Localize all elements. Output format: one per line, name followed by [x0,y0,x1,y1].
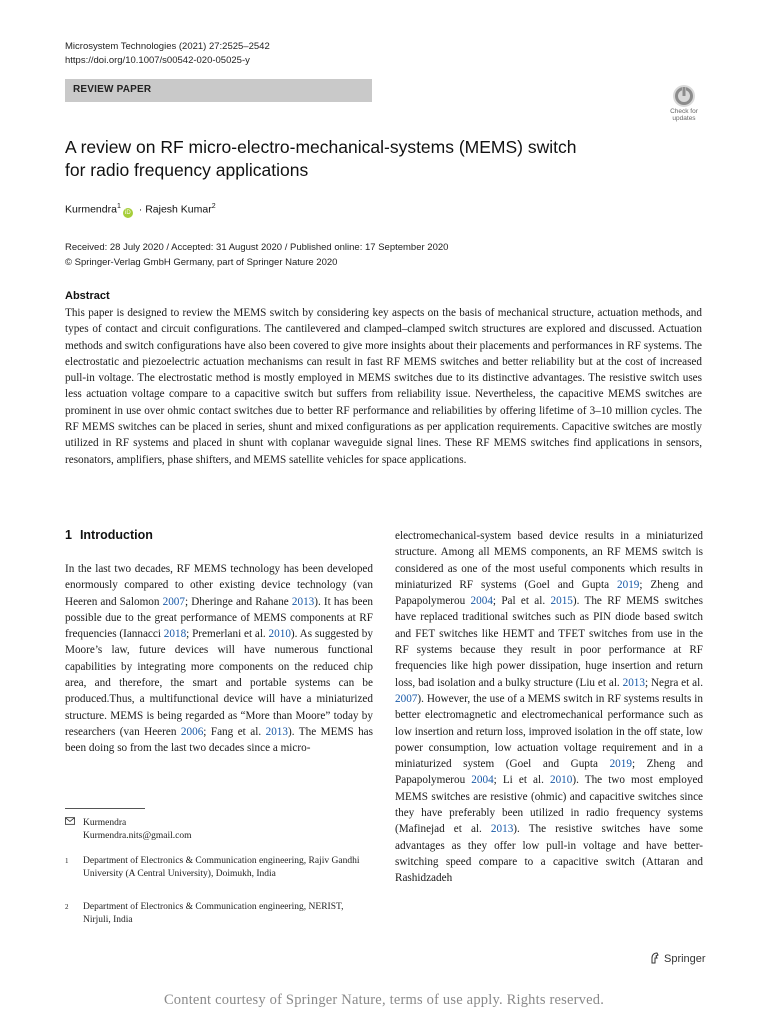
article-type-banner [65,79,372,102]
author-2-name[interactable]: Rajesh Kumar [145,203,212,216]
corresponding-name: Kurmendra [83,818,127,828]
body-text-segment: ). As suggested by Moore’s law, future devices will have numerous functional capabilities by integrating more components on the reduced chip area, and therefore, the smart and portable systems can be produced.Thus, a multifunctional device will have a miniaturized structure. MEMS is being regarded as “More than Moore” today by researchers (van Heeren [65,628,373,738]
abstract-text: This paper is designed to review the MEMS switch by considering key aspects on the basis of mechanical structure, actuation methods, and types of contact and circuit configurations. The cantilevered and clamped–clamped switch structures are explored and discussed. Actuation methods and switch configurations have also been covered to give more insights about their placements and performances in RF systems. The electrostatic and piezoelectric actuation mechanisms can result in fast RF MEMS switches and better reliability but at the cost of increased pull-in voltage. The electrostatic method is mostly employed in MEMS switches due to its distinctive advantages. The resistive switch uses less actuation voltage compare to a capacitive switch but suffers from reliability issue. Nevertheless, the capacitive MEMS switches are prominent in use over ohmic contact switches due to better RF performance and reliabilities by offering lifetime of 3–10 million cycles. The RF MEMS switches can be placed in series, shunt and mixed configurations as per application requirements. Capacitive switches are mostly utilized in RF systems and placed in shunt with coplanar waveguide signal lines. These RF MEMS switches find applications in sensors, resonators, amplifiers, phase shifters, and MEMS satellite vehicles for space applications. [65,307,702,466]
copyright-line: © Springer-Verlag GmbH Germany, part of Springer Nature 2020 [65,257,338,268]
check-for-updates-badge[interactable] [664,84,704,126]
title-line-1: A review on RF micro-electro-mechanical-systems (MEMS) switch [65,137,577,157]
author-2-affil: 2 [211,203,216,210]
journal-citation [65,40,270,68]
doi-link[interactable]: https://doi.org/10.1007/s00542-020-05025-y [65,55,250,66]
author-1-affil: 1 [116,203,121,210]
author-1-name[interactable]: Kurmendra [65,203,117,216]
body-text-segment: ; Zheng and Papapolymerou [395,758,703,787]
citation-year-link[interactable]: 2007 [162,595,185,608]
body-text-segment: ; Premerlani et al. [186,628,269,641]
corresponding-email[interactable]: Kurmendra.nits@gmail.com [83,831,192,841]
springer-logo [649,952,706,965]
article-type-label: REVIEW PAPER [73,84,152,95]
author-list [65,203,216,218]
body-text-segment: ). It has been possible due to the great performance of MEMS components at RF frequencies (Iannacci [65,595,374,641]
paper-title [65,136,665,182]
body-text-segment: ; Li et al. [493,774,550,787]
abstract-heading: Abstract [65,290,110,302]
body-column-left [65,561,373,757]
citation-year-link[interactable]: 2013 [265,725,288,738]
body-text-segment: ). However, the use of a MEMS switch in RF systems results in better electromagnetic and electromechanical performance such as low insertion and return loss, improved isolation in the off state, low power consumption, low actuation voltage requirement and in a miniaturized system (Goel and Gupta [395,692,703,771]
orcid-icon[interactable]: iD [123,208,133,218]
envelope-icon [65,817,75,825]
affiliation-1-text: Department of Electronics & Communication engineering, Rajiv Gandhi University (A Central University), Doimukh, India [83,856,360,879]
corresponding-author [65,817,126,830]
body-column-right [395,528,703,887]
courtesy-notice: Content courtesy of Springer Nature, terms of use apply. Rights reserved. [163,992,605,1008]
body-text-segment: ; Dheringe and Rahane [184,595,292,608]
citation-year-link[interactable]: 2019 [617,578,640,591]
body-text-segment: electromechanical-system based device results in a miniaturized structure. Among all MEMS components, an RF MEMS switch is considered as one of the most useful components which results in miniaturized RF systems (Goel and Gupta [395,530,703,591]
citation-year-link[interactable]: 2004 [471,774,494,787]
journal-line: Microsystem Technologies (2021) 27:2525–2542 [65,41,270,52]
affiliation-2-number: 2 [65,903,69,911]
citation-year-link[interactable]: 2006 [180,725,204,738]
citation-year-link[interactable]: 2015 [550,595,573,608]
body-text-segment: ). The resistive switches have some advantages as they offer low pull-in voltage and have better-switching speed compare to a capacitive switch (Attaran and Rashidzadeh [395,823,703,885]
body-text-segment: ; Zheng and Papapolymerou [395,578,704,608]
body-text-segment: ; Negra et al. [644,676,703,689]
author-separator: · [138,203,143,216]
check-updates-line1: Check for [670,108,698,115]
check-updates-icon [672,84,696,108]
footnote-divider [65,808,145,809]
title-line-2: for radio frequency applications [65,160,309,180]
body-text-segment: ). The two most employed MEMS switches are resistive (ohmic) and capacitive switches since they have preferably been utilized in radio frequency systems (Mafinejad et al. [395,774,704,836]
publisher-name: Springer [664,953,706,965]
section-heading-introduction [65,528,153,542]
citation-year-link[interactable]: 2019 [609,758,632,771]
check-updates-line2: updates [672,115,696,122]
citation-year-link[interactable]: 2018 [163,628,187,641]
section-number: 1 [65,528,72,542]
body-text-segment: ; Fang et al. [203,725,266,738]
body-text-segment: In the last two decades, RF MEMS technology has been developed enormously compared to other existing device technology (van Heeren and Salomon [65,563,373,608]
citation-year-link[interactable]: 2013 [622,676,645,689]
citation-year-link[interactable]: 2010 [268,628,291,641]
publication-dates [65,240,448,270]
body-text-segment: ; Pal et al. [492,595,551,608]
section-title: Introduction [79,528,153,542]
affiliation-2-text: Department of Electronics & Communication engineering, NERIST, Nirjuli, India [83,902,344,925]
citation-year-link[interactable]: 2007 [395,692,418,705]
affiliation-1-number: 1 [65,857,69,865]
citation-year-link[interactable]: 2013 [490,823,514,836]
citation-year-link[interactable]: 2010 [549,774,573,787]
body-text-segment: ). The RF MEMS switches have replaced traditional switches such as PIN diode based switch and FET switches like HEMT and TFET switches from use in the RF systems because they result in poor performance at RF frequencies like high power dissipation, huge insertion and return loss, bad isolation and a bulky structure (Liu et al. [395,595,703,689]
body-text-segment: ). The MEMS has been doing so from the last two decades since a micro- [65,725,373,755]
citation-year-link[interactable]: 2013 [291,595,315,608]
dates-line: Received: 28 July 2020 / Accepted: 31 August 2020 / Published online: 17 September 2020 [65,242,449,253]
citation-year-link[interactable]: 2004 [470,595,493,608]
springer-horse-icon [649,952,661,964]
